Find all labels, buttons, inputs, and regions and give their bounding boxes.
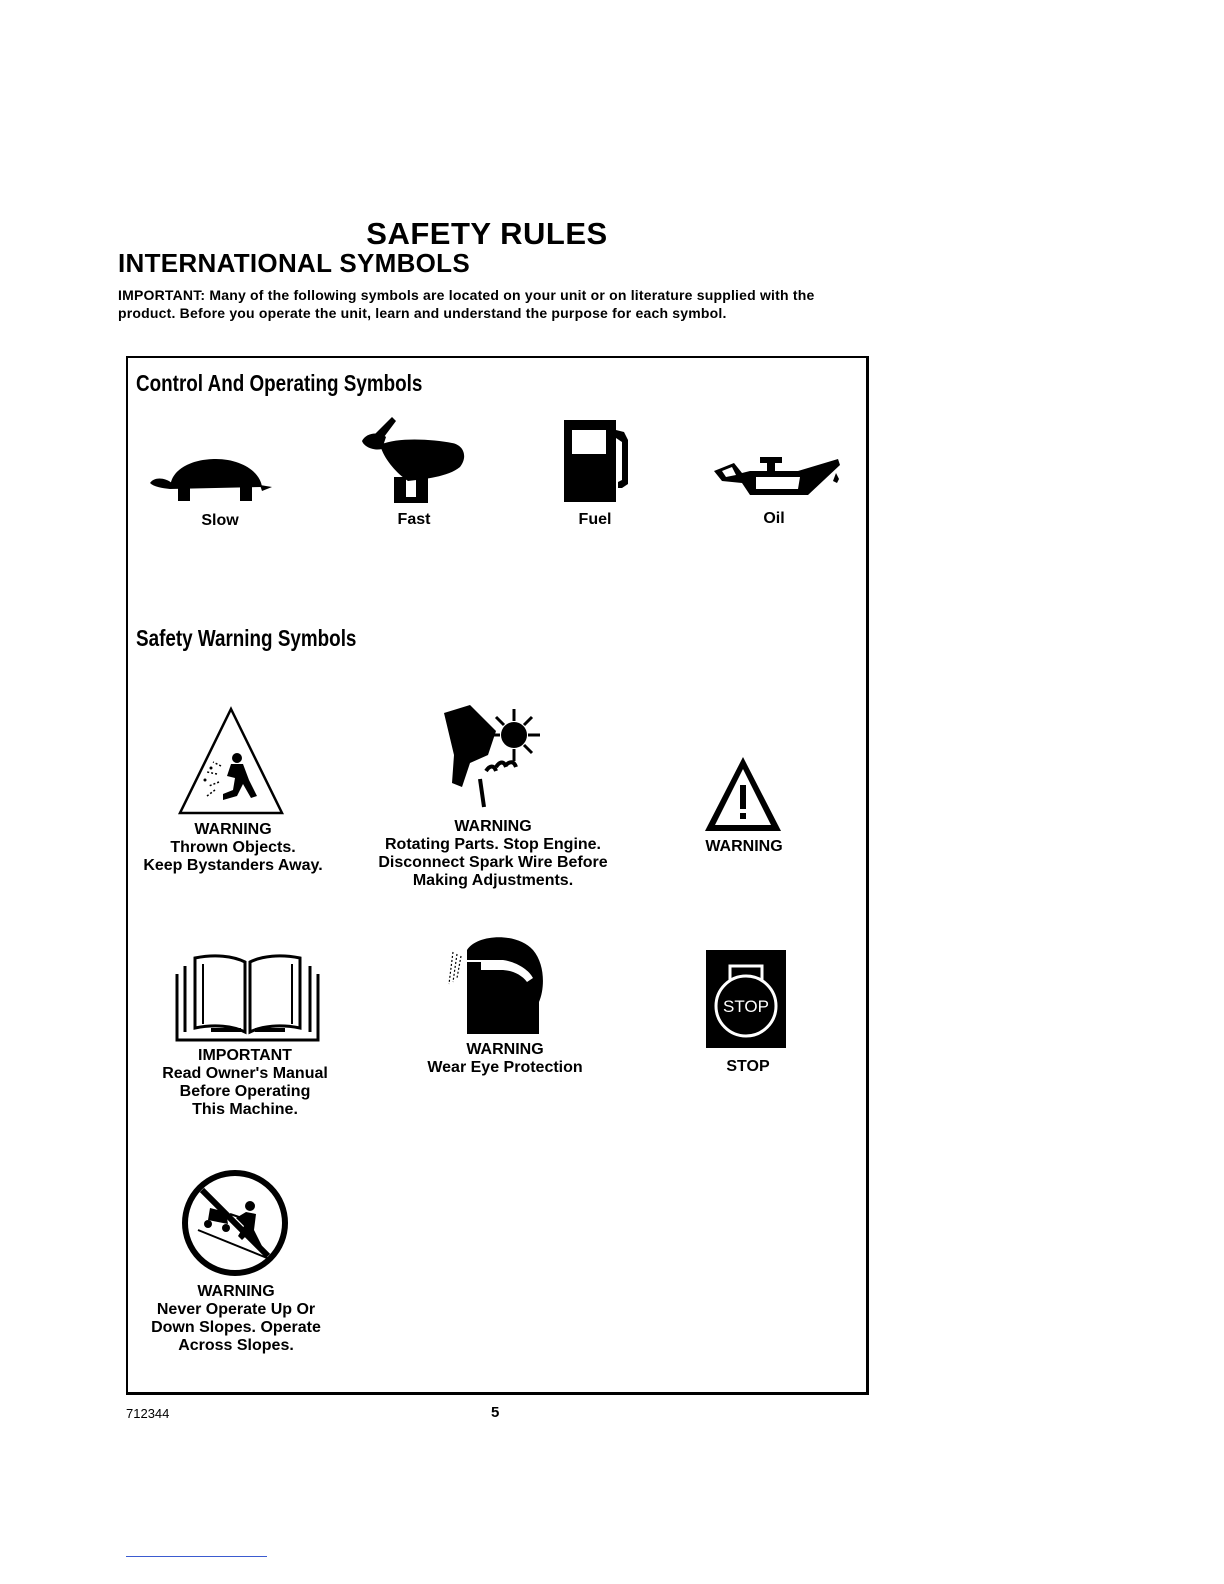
eye-protection-label: WARNING Wear Eye Protection <box>427 1041 583 1076</box>
stop-icon <box>706 950 786 1048</box>
document-number: 712344 <box>126 1406 170 1421</box>
stop-icon-text: STOP <box>723 997 769 1016</box>
warning-triangle-icon <box>703 755 783 833</box>
slow-label: Slow <box>201 512 239 529</box>
fast-label: Fast <box>397 511 431 528</box>
thrown-objects-icon <box>177 706 285 816</box>
bottom-rule <box>126 1556 267 1557</box>
fuel-label: Fuel <box>578 511 612 528</box>
oil-can-icon <box>712 455 844 501</box>
open-book-icon <box>175 952 320 1042</box>
rabbit-icon <box>352 415 470 507</box>
important-note: IMPORTANT: Many of the following symbols are located on your unit or on literature supplied with the product. Before you operate the unit, learn and understand the purpose for each symbol. <box>118 287 815 321</box>
page-number: 5 <box>491 1404 500 1421</box>
rotating-parts-icon <box>440 703 544 811</box>
stop-label: STOP <box>726 1058 770 1075</box>
no-slope-operation-icon <box>180 1168 290 1278</box>
thrown-objects-label: WARNING Thrown Objects. Keep Bystanders Away. <box>143 821 323 874</box>
safety-symbols-heading: Safety Warning Symbols <box>136 625 357 651</box>
control-symbols-heading: Control And Operating Symbols <box>136 370 423 396</box>
section-title: INTERNATIONAL SYMBOLS <box>118 248 471 278</box>
fuel-pump-icon <box>562 418 634 504</box>
eye-protection-icon <box>447 930 547 1036</box>
read-manual-label: IMPORTANT Read Owner's Manual Before Operating This Machine. <box>162 1047 328 1118</box>
page-title: SAFETY RULES <box>366 216 608 251</box>
rotating-parts-label: WARNING Rotating Parts. Stop Engine. Disconnect Spark Wire Before Making Adjustments. <box>378 818 608 889</box>
turtle-icon <box>148 455 273 507</box>
slopes-label: WARNING Never Operate Up Or Down Slopes. Operate Across Slopes. <box>151 1283 321 1354</box>
general-warning-label: WARNING <box>705 838 783 855</box>
oil-label: Oil <box>763 510 785 527</box>
